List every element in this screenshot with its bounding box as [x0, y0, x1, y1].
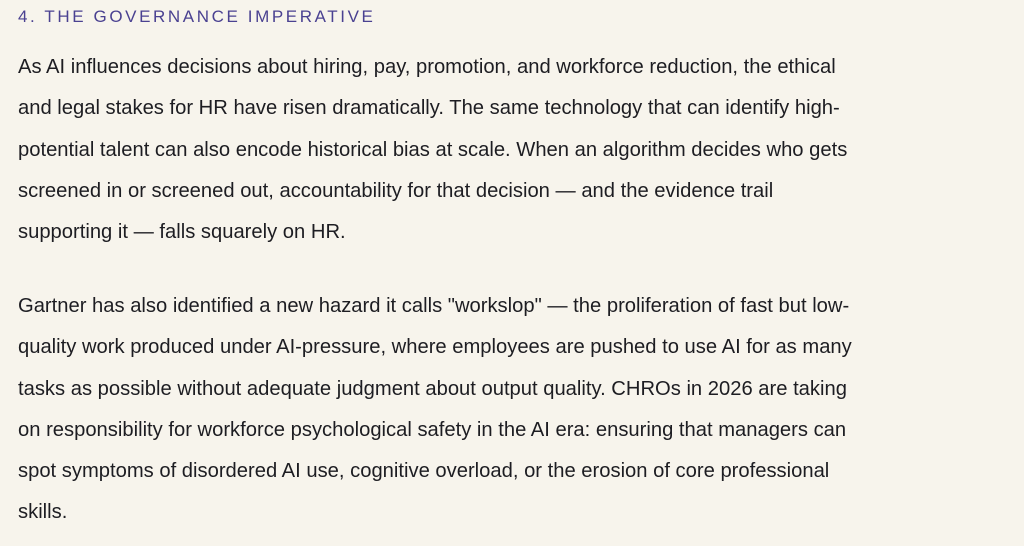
paragraph-line: tasks as possible without adequate judgment about output quality. CHROs in 2026 are taking	[18, 377, 847, 400]
paragraph-line: potential talent can also encode historical bias at scale. When an algorithm decides who gets	[18, 138, 848, 161]
paragraph-line: As AI influences decisions about hiring, pay, promotion, and workforce reduction, the ethical	[18, 56, 836, 78]
paragraph-line: and legal stakes for HR have risen dramatically. The same technology that can identify high-	[18, 97, 840, 120]
paragraph-line: supporting it — falls squarely on HR.	[18, 221, 346, 244]
paragraph-line: spot symptoms of disordered AI use, cognitive overload, or the erosion of core professional	[18, 460, 830, 483]
paragraph-workslop	[18, 286, 852, 534]
paragraph-line: skills.	[18, 501, 68, 524]
paragraph-line: on responsibility for workforce psychological safety in the AI era: ensuring that managers can	[18, 418, 847, 441]
paragraph-line: Gartner has also identified a new hazard it calls "workslop" — the proliferation of fast but low-	[18, 295, 850, 317]
paragraph-line: quality work produced under AI-pressure, where employees are pushed to use AI for as many	[18, 336, 852, 359]
section-heading: 4. THE GOVERNANCE IMPERATIVE	[18, 7, 376, 26]
paragraph-ai-ethics	[18, 47, 847, 253]
paragraph-line: screened in or screened out, accountability for that decision — and the evidence trail	[18, 179, 774, 202]
